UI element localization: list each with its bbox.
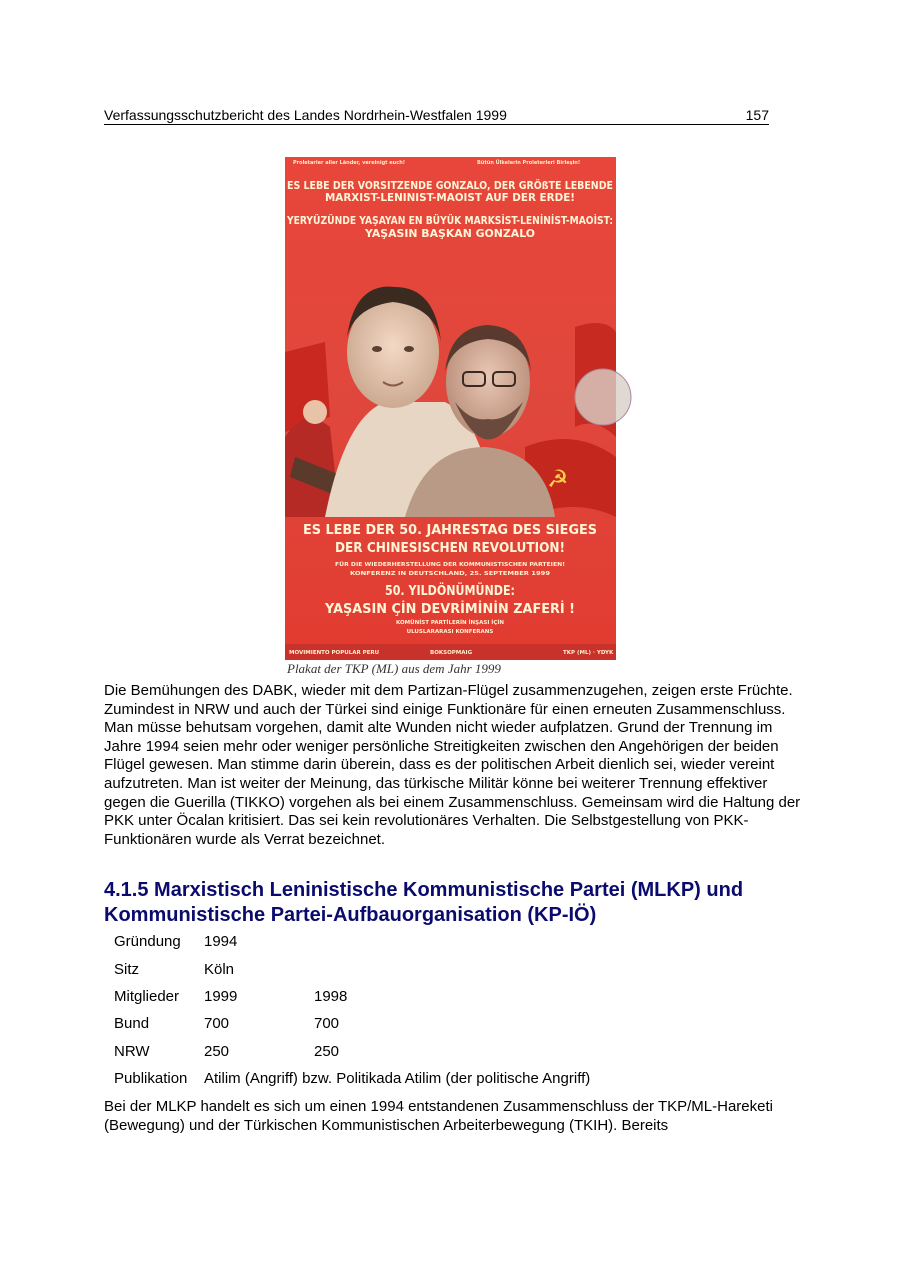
poster-footer-mid: BOKSOPMAIG [430, 650, 473, 656]
poster-bottom-small-1: FÜR DIE WIEDERHERSTELLUNG DER KOMMUNISTISCHEN PARTEIEN! [335, 562, 543, 568]
poster-footer-left: MOVIMIENTO POPULAR PERU [289, 650, 380, 656]
body-paragraph-2: Bei der MLKP handelt es sich um einen 1994 entstandenen Zusammenschluss der TKP/ML-Hareketi (Bewegung) und der Türkischen Kommunistischen Arbeiterbewegung (TKIH). Bereits [104, 1098, 773, 1134]
facts-label: Bund [114, 1015, 150, 1033]
page-header [104, 107, 769, 125]
poster-headline-de-2: MARXIST-LENINIST-MAOIST AUF DER ERDE! [325, 192, 575, 204]
section-heading: 4.1.5 Marxistisch Leninistische Kommunistische Partei (MLKP) und Kommunistische Partei-Aufbauorganisation (KP-IÖ) [104, 879, 744, 926]
poster-bottom-tr-1: 50. YILDÖNÜMÜNDE: [385, 584, 538, 599]
poster-bottom-de-2: DER CHINESISCHEN REVOLUTION! [335, 541, 565, 556]
table-row [114, 1010, 590, 1037]
svg-text:☭: ☭ [547, 465, 569, 493]
facts-value: 1994 [204, 933, 238, 951]
facts-label: Gründung [114, 933, 181, 951]
poster-bottom-de-1: ES LEBE DER 50. JAHRESTAG DES SIEGES [303, 523, 597, 538]
facts-value: 700 [204, 1015, 230, 1033]
page-number: 157 [745, 107, 769, 123]
facts-label: Sitz [114, 960, 140, 978]
facts-value: 700 [314, 1015, 340, 1033]
poster-bottom-tr-2: YAŞASIN ÇİN DEVRİMİNİN ZAFERİ ! [325, 602, 579, 617]
facts-label: Mitglieder [114, 987, 180, 1005]
poster-headline-tr-1: YERYÜZÜNDE YAŞAYAN EN BÜYÜK MARKSİST-LENİNİST-MAOİST: [287, 215, 661, 227]
poster-footer-right: TKP (ML) · YDYK [563, 650, 614, 656]
facts-label: NRW [114, 1042, 150, 1060]
table-row [114, 955, 590, 982]
poster-headline-de-1: ES LEBE DER VORSITZENDE GONZALO, DER GRÖßTE LEBENDE [287, 180, 650, 192]
facts-label: Publikation [114, 1070, 188, 1088]
poster-bottom-small-2: KONFERENZ IN DEUTSCHLAND, 25. SEPTEMBER 1999 [350, 571, 551, 577]
poster-headline-tr-2: YAŞASIN BAŞKAN GONZALO [363, 228, 536, 240]
facts-table [114, 928, 590, 1092]
header-title: Verfassungsschutzbericht des Landes Nordrhein-Westfalen 1999 [104, 107, 507, 123]
poster-small-left: Proletarier aller Länder, vereinigt euch! [293, 160, 406, 166]
poster-caption: Plakat der TKP (ML) aus dem Jahr 1999 [287, 661, 501, 676]
table-row [114, 983, 590, 1010]
body-paragraph-1: Die Bemühungen des DABK, wieder mit dem Partizan-Flügel zusammenzugehen, zeigen erste Früchte. Zumindest in NRW und auch der Türkei sind einige Funktionäre für einen erneuten Zusammenschluss. Man müsse behutsam vorgehen, damit alte Wunden nicht wieder aufplatzen. Grund der Trennung im Jahre 1994 seien mehr oder weniger persönliche Streitigkeiten zwischen den Angehörigen der beiden Flügel gewesen. Man stimme darin überein, dass es der politischen Arbeit dienlich sei, wieder vereint aufzutreten. Man ist weiter der Meinung, das türkische Militär könne bei weiterer Trennung effektiver gegen die Guerilla (TIKKO) vorgehen als bei einem Zusammenschluss. Gemeinsam wird die Haltung der PKK unter Öcalan kritisiert. Das sei kein revolutionäres Verhalten. Die Selbstgestellung von PKK-Funktionären wurde als Verrat bezeichnet. [104, 682, 801, 848]
poster-bottom-tr-small-2: ULUSLARARASI KONFERANS [406, 629, 494, 635]
facts-year-1999: 1999 [204, 987, 238, 1005]
facts-value: Atilim (Angriff) bzw. Politikada Atilim (der politische Angriff) [204, 1070, 591, 1088]
table-row [114, 928, 590, 955]
table-row [114, 1065, 590, 1092]
poster-bottom-tr-small-1: KOMÜNİST PARTİLERİN İNŞASI İÇİN [395, 620, 505, 626]
facts-value: 250 [204, 1042, 230, 1060]
poster-image [285, 157, 661, 660]
poster-small-right: Bütün Ülkelerin Proleterleri Birleşin! [477, 160, 581, 166]
facts-year-1998: 1998 [314, 987, 348, 1005]
table-row [114, 1038, 590, 1065]
facts-value: Köln [204, 960, 235, 978]
facts-value: 250 [314, 1042, 340, 1060]
